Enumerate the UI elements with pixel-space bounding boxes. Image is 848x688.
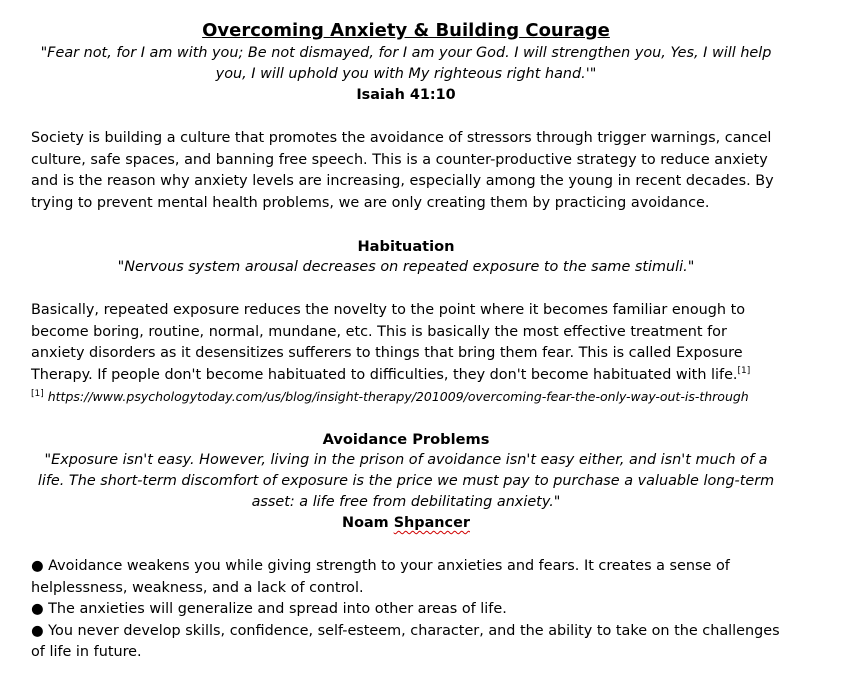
opening-quote: "Fear not, for I am with you; Be not dismayed, for I am your God. I will strengthen you, Yes, I will help you, I will uphold you with My righteous right hand.'" <box>40 45 772 82</box>
document-page <box>31 19 781 664</box>
bullet-icon: ● <box>31 558 44 574</box>
author-last-name-spellcheck[interactable]: Shpancer <box>393 515 470 531</box>
document-title: Overcoming Anxiety & Building Courage <box>202 20 610 41</box>
footnote-url[interactable]: https://www.psychologytoday.com/us/blog/insight-therapy/201009/overcoming-fear-the-only-way-out-is-through <box>47 389 749 404</box>
habituation-quote: "Nervous system arousal decreases on repeated exposure to the same stimuli." <box>117 259 695 275</box>
avoidance-quote: "Exposure isn't easy. However, living in the prison of avoidance isn't easy either, and isn't much of a life. The short-term discomfort of exposure is the price we must pay to purchase a valuable long-term asset: a life free from debilitating anxiety." <box>37 452 775 510</box>
avoidance-author <box>31 513 781 534</box>
footnote <box>31 386 781 407</box>
bullet-item <box>31 556 781 599</box>
avoidance-heading: Avoidance Problems <box>322 431 490 448</box>
bullet-icon: ● <box>31 622 44 639</box>
opening-citation: Isaiah 41:10 <box>356 87 456 103</box>
author-first-name: Noam <box>342 515 394 531</box>
bullet-item <box>31 599 781 621</box>
habituation-heading: Habituation <box>357 238 455 255</box>
spacer <box>31 214 781 236</box>
bullet-text: The anxieties will generalize and spread into other areas of life. <box>48 601 507 617</box>
habituation-paragraph-text: Basically, repeated exposure reduces the novelty to the point where it becomes familiar enough to become boring, routine, normal, mundane, etc. This is basically the most effective treatment for anxiety disorders as it desensitizes sufferers to things that bring them fear. This is called Exposure Therapy. If people don't become habituated to difficulties, they don't become habituated with life. <box>31 302 746 383</box>
bullet-icon: ● <box>31 601 44 617</box>
bullet-text: You never develop skills, confidence, self-esteem, character, and the ability to take on the challenges of life in future. <box>31 622 780 660</box>
spacer <box>31 534 781 556</box>
bullet-text: Avoidance weakens you while giving strength to your anxieties and fears. It creates a sense of helplessness, weakness, and a lack of control. <box>31 558 730 596</box>
spacer <box>31 106 781 128</box>
habituation-paragraph <box>31 300 781 386</box>
intro-paragraph: Society is building a culture that promotes the avoidance of stressors through trigger warnings, cancel culture, safe spaces, and banning free speech. This is a counter-productive strategy to reduce anxiety and is the reason why anxiety levels are increasing, especially among the young in recent decades. By trying to prevent mental health problems, we are only creating them by practicing avoidance. <box>31 130 774 211</box>
bullet-item <box>31 621 781 664</box>
footnote-marker: [1] <box>31 388 44 399</box>
spacer <box>31 407 781 429</box>
footnote-reference[interactable]: [1] <box>737 365 751 376</box>
spacer <box>31 278 781 300</box>
